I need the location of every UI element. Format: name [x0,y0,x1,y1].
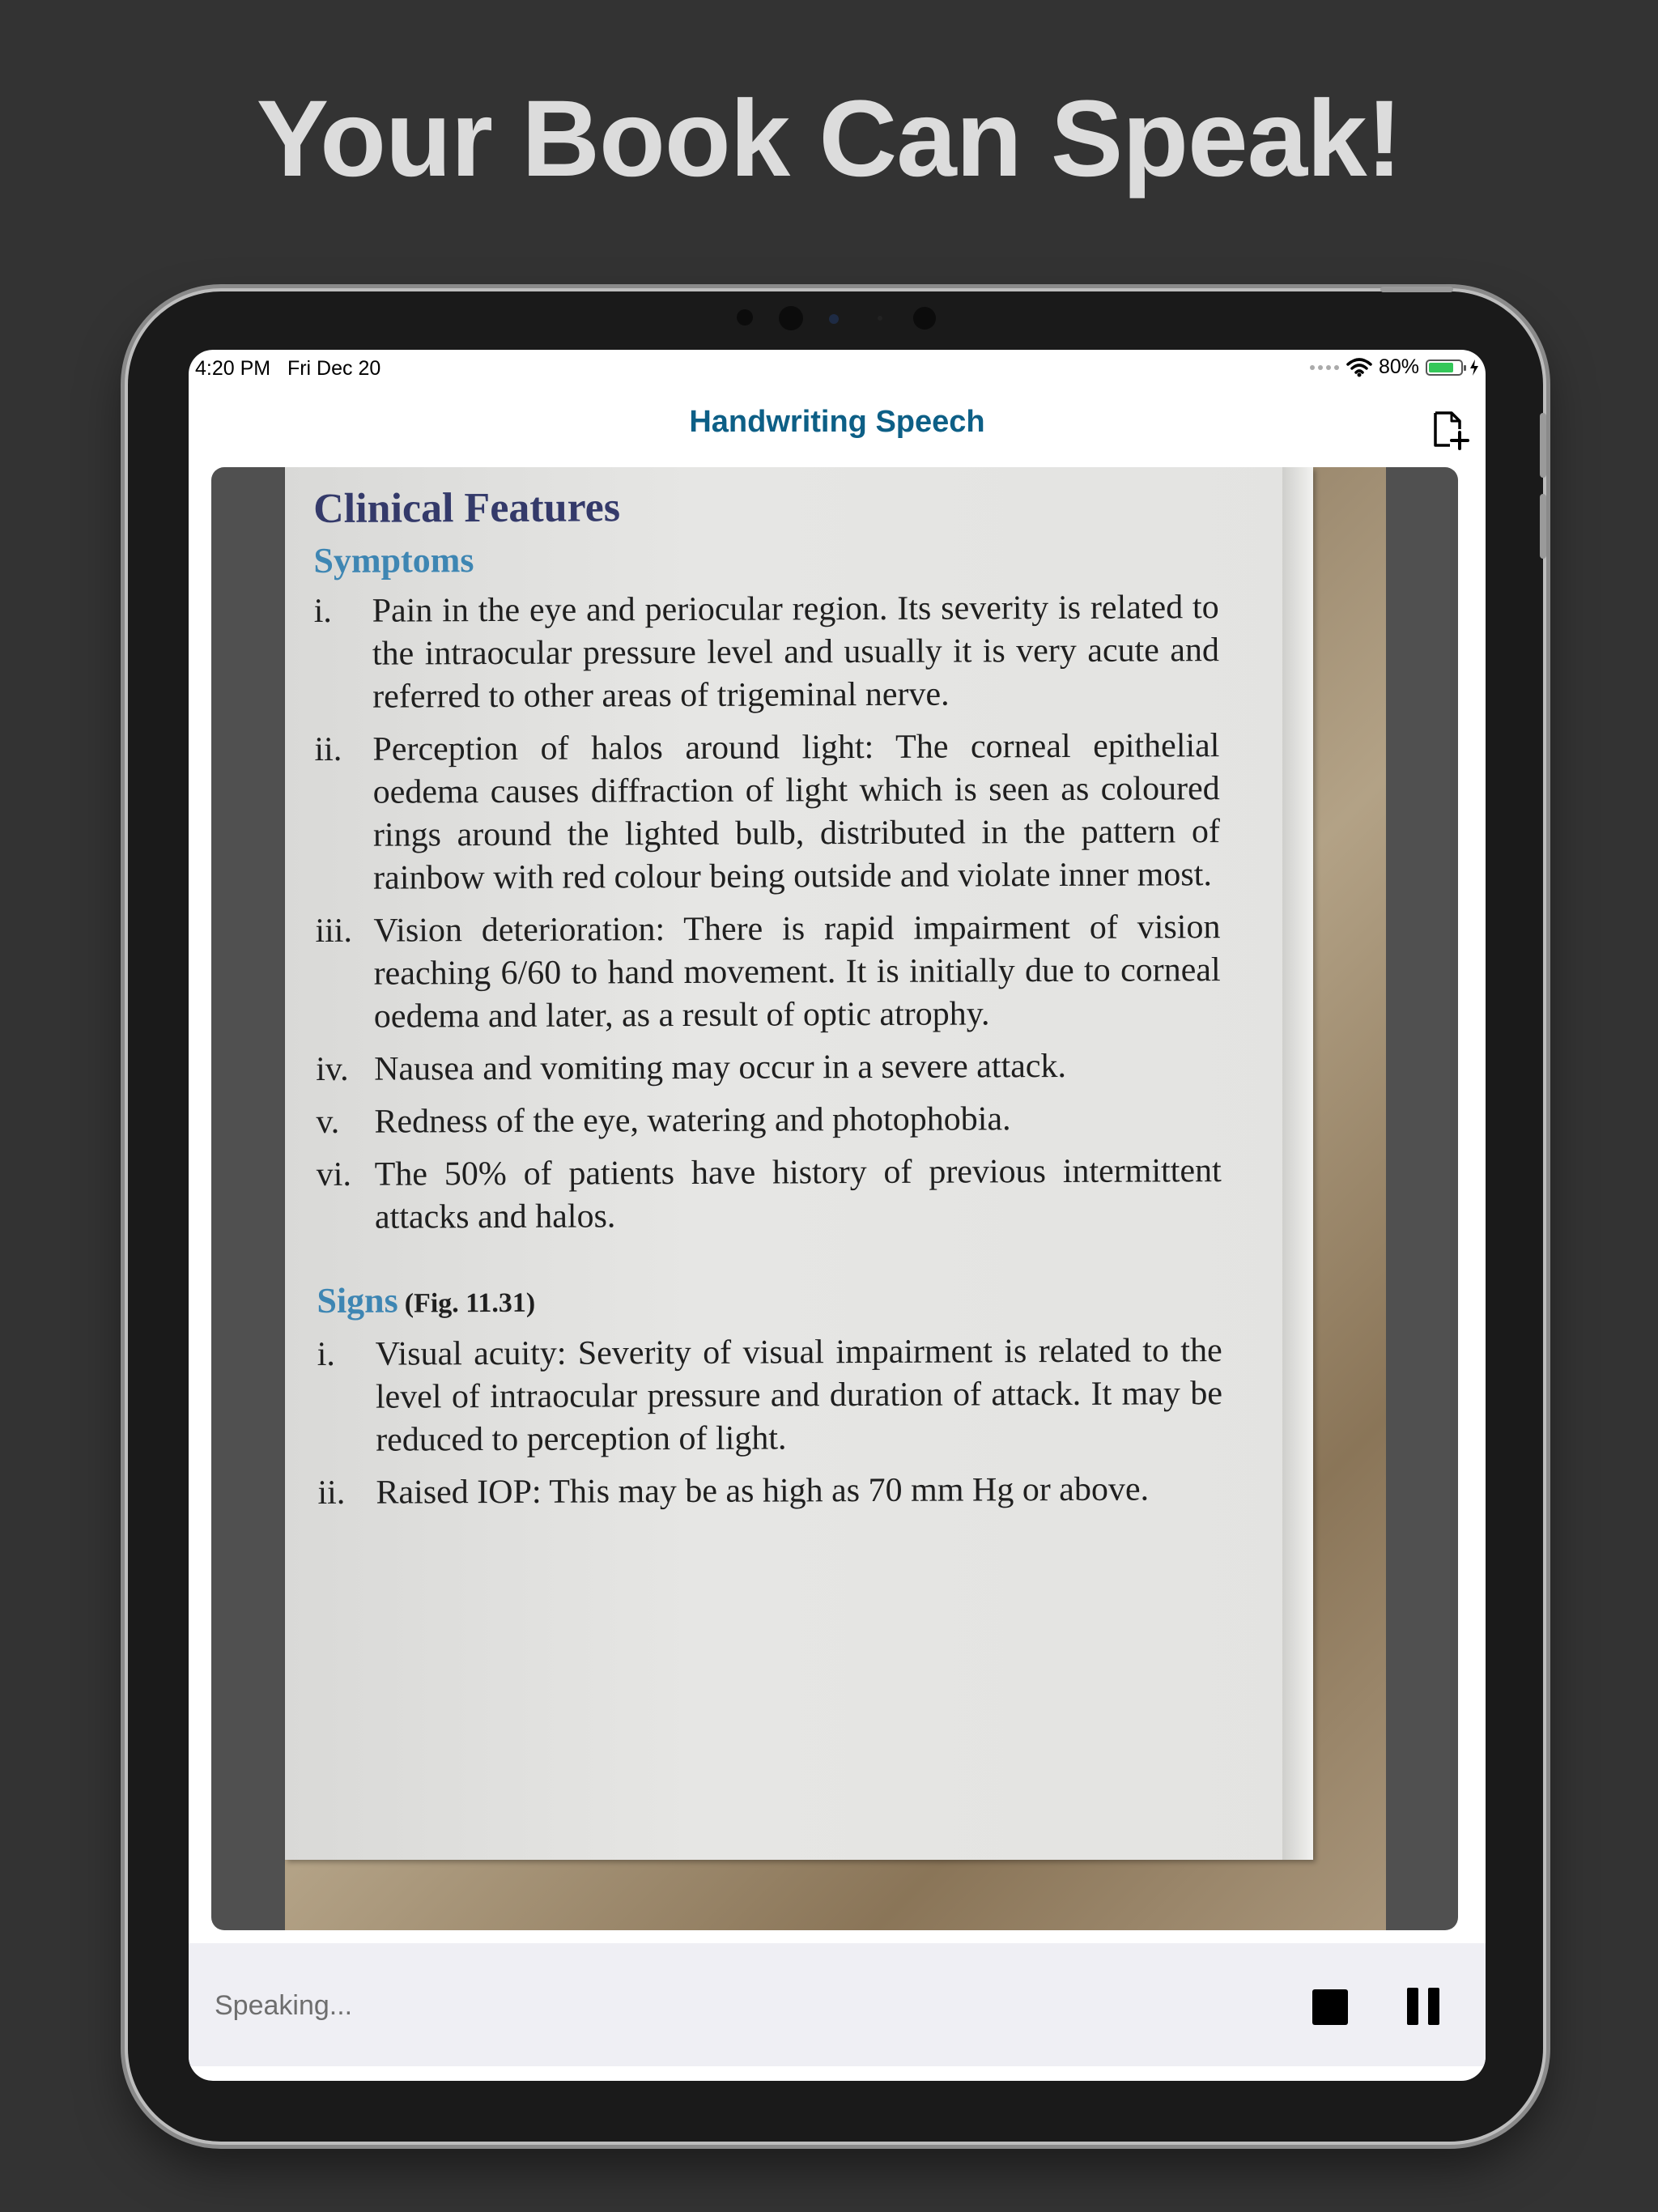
volume-button [1540,494,1546,559]
pause-button[interactable] [1407,1988,1443,2025]
item-number: ii. [314,730,342,768]
item-text: Perception of halos around light: The corneal epithelial oedema causes diffraction of light which is seen as coloured rings around the lighted bulb, distributed in the pattern of rainbow with red colour being outside and violate inner most. [372,727,1220,897]
item-number: v. [316,1103,340,1141]
section-heading: Clinical Features [313,484,621,532]
item-text: The 50% of patients have history of previous intermittent attacks and halos. [374,1152,1222,1236]
list-item [314,586,1220,719]
item-number: i. [317,1335,335,1373]
app-screen [189,350,1486,2081]
symptoms-heading: Symptoms [313,540,474,581]
item-text: Nausea and vomiting may occur in a severe attack. [374,1047,1067,1088]
page-text [313,479,1223,1525]
wifi-icon [1346,358,1372,377]
status-date-text: Fri Dec 20 [287,357,381,380]
item-number: iv. [316,1050,349,1088]
front-camera-lens [913,307,936,330]
power-button [1380,287,1453,292]
signs-heading [317,1274,1222,1327]
list-item [316,1097,1221,1144]
item-number: i. [313,592,332,630]
speech-player-bar [189,1943,1486,2066]
signs-heading-text: Signs [317,1280,398,1321]
item-text: Pain in the eye and periocular region. Its severity is related to the intraocular pressure level and usually it is very acute and referred to other areas of trigeminal nerve. [372,589,1220,716]
list-item [317,1468,1222,1515]
signal-dots-icon [1309,364,1340,372]
volume-button [1540,413,1546,478]
list-item [317,1329,1223,1462]
navigation-bar [189,387,1486,455]
status-time [195,357,380,381]
front-camera-sensor [829,314,839,324]
item-number: iii. [315,912,353,950]
item-text: Vision deterioration: There is rapid impairment of vision reaching 6/60 to hand movement. It is initially due to corneal oedema and later, as a result of optic atrophy. [373,908,1221,1036]
front-camera-dot [878,316,882,321]
list-item [314,725,1220,900]
battery-icon [1426,359,1463,376]
figure-reference: (Fig. 11.31) [404,1287,536,1319]
front-camera-dot [737,309,753,325]
status-right [1309,355,1479,379]
document-image-viewer[interactable] [211,467,1458,1930]
front-camera-lens [779,306,803,330]
item-number: vi. [316,1155,351,1193]
list-item [316,1044,1221,1091]
speech-status: Speaking... [215,1990,353,2021]
item-text: Redness of the eye, watering and photophobia. [374,1100,1011,1141]
battery-percent: 80% [1378,355,1419,378]
app-title: Handwriting Speech [689,405,985,439]
pause-icon [1428,1988,1439,2025]
charging-bolt-icon [1469,359,1479,376]
add-document-icon[interactable] [1431,410,1469,450]
pause-icon [1407,1988,1418,2025]
page-edge [1282,467,1313,1860]
item-number: ii. [317,1474,346,1512]
headline: Your Book Can Speak! [256,79,1402,199]
item-text: Raised IOP: This may be as high as 70 mm Hg or above. [376,1470,1150,1512]
item-text: Visual acuity: Severity of visual impairment is related to the level of intraocular pressure and duration of attack. It may be reduced to perception of light. [375,1332,1223,1459]
list-item [317,1150,1222,1240]
stop-button[interactable] [1312,1989,1348,2025]
list-item [315,906,1221,1039]
status-time-text: 4:20 PM [195,357,271,380]
status-bar [189,350,1486,387]
